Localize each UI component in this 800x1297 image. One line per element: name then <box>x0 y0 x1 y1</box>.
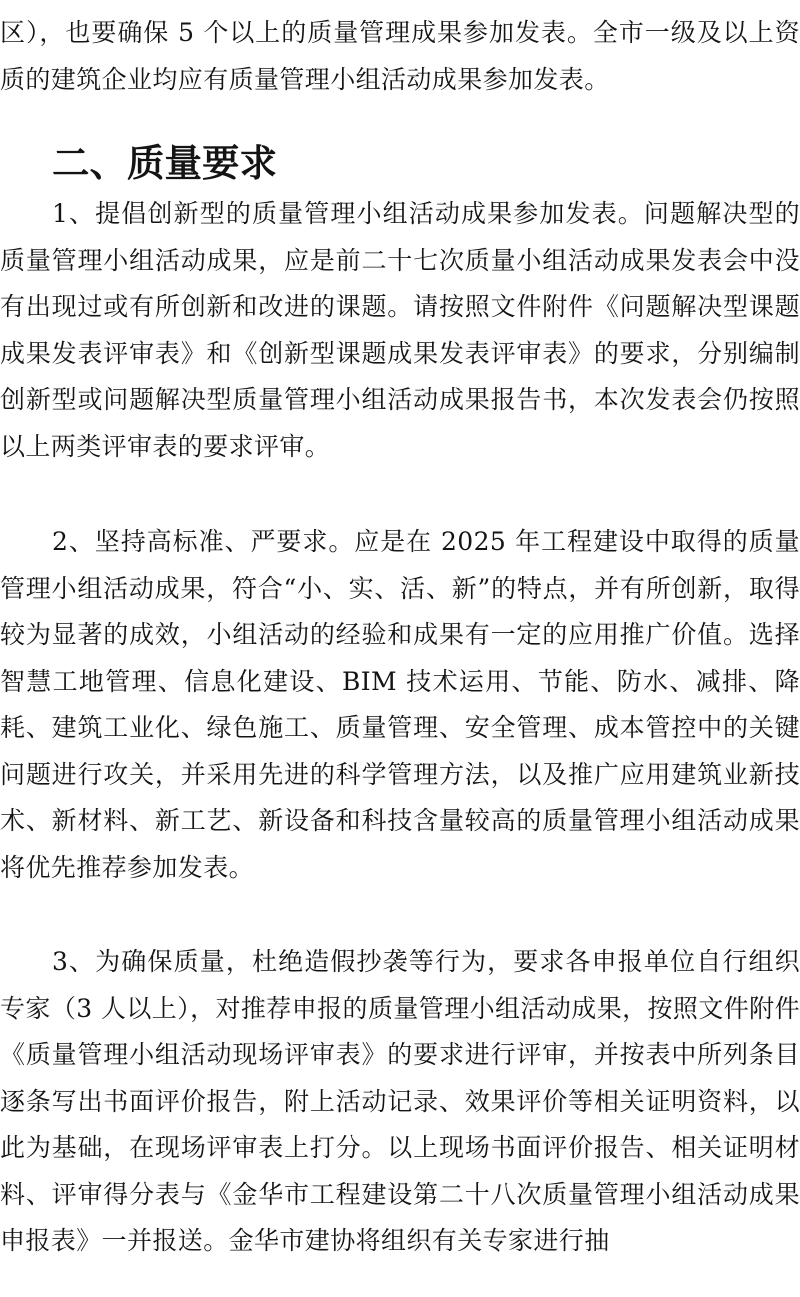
paragraph-item-3: 3、为确保质量，杜绝造假抄袭等行为，要求各申报单位自行组织专家（3 人以上），对推荐申报的质量管理小组活动成果，按照文件附件《质量管理小组活动现场评审表》的要求进行评审，并按表中所列条目逐条写出书面评价报告，附上活动记录、效果评价等相关证明资料，以此为基础，在现场评审表上打分。以上现场书面评价报告、相关证明材料、评审得分表与《金华市工程建设第二十八次质量管理小组活动成果申报表》一并报送。金华市建协将组织有关专家进行抽 <box>0 947 800 1255</box>
continuation-paragraph: 区），也要确保 5 个以上的质量管理成果参加发表。全市一级及以上资质的建筑企业均应有质量管理小组活动成果参加发表。 <box>0 18 800 94</box>
section-heading-quality-requirements: 二、质量要求 <box>52 141 277 185</box>
paragraph-item-1: 1、提倡创新型的质量管理小组活动成果参加发表。问题解决型的质量管理小组活动成果，应是前二十七次质量小组活动成果发表会中没有出现过或有所创新和改进的课题。请按照文件附件《问题解决型课题成果发表评审表》和《创新型课题成果发表评审表》的要求，分别编制创新型或问题解决型质量管理小组活动成果报告书，本次发表会仍按照以上两类评审表的要求评审。 <box>0 199 800 461</box>
paragraph-item-2: 2、坚持高标准、严要求。应是在 2025 年工程建设中取得的质量管理小组活动成果，符合“小、实、活、新”的特点，并有所创新，取得较为显著的成效，小组活动的经验和成果有一定的应用推广价值。选择智慧工地管理、信息化建设、BIM 技术运用、节能、防水、减排、降耗、建筑工业化、绿色施工、质量管理、安全管理、成本管控中的关键问题进行攻关，并采用先进的科学管理方法，以及推广应用建筑业新技术、新材料、新工艺、新设备和科技含量较高的质量管理小组活动成果将优先推荐参加发表。 <box>0 527 800 882</box>
